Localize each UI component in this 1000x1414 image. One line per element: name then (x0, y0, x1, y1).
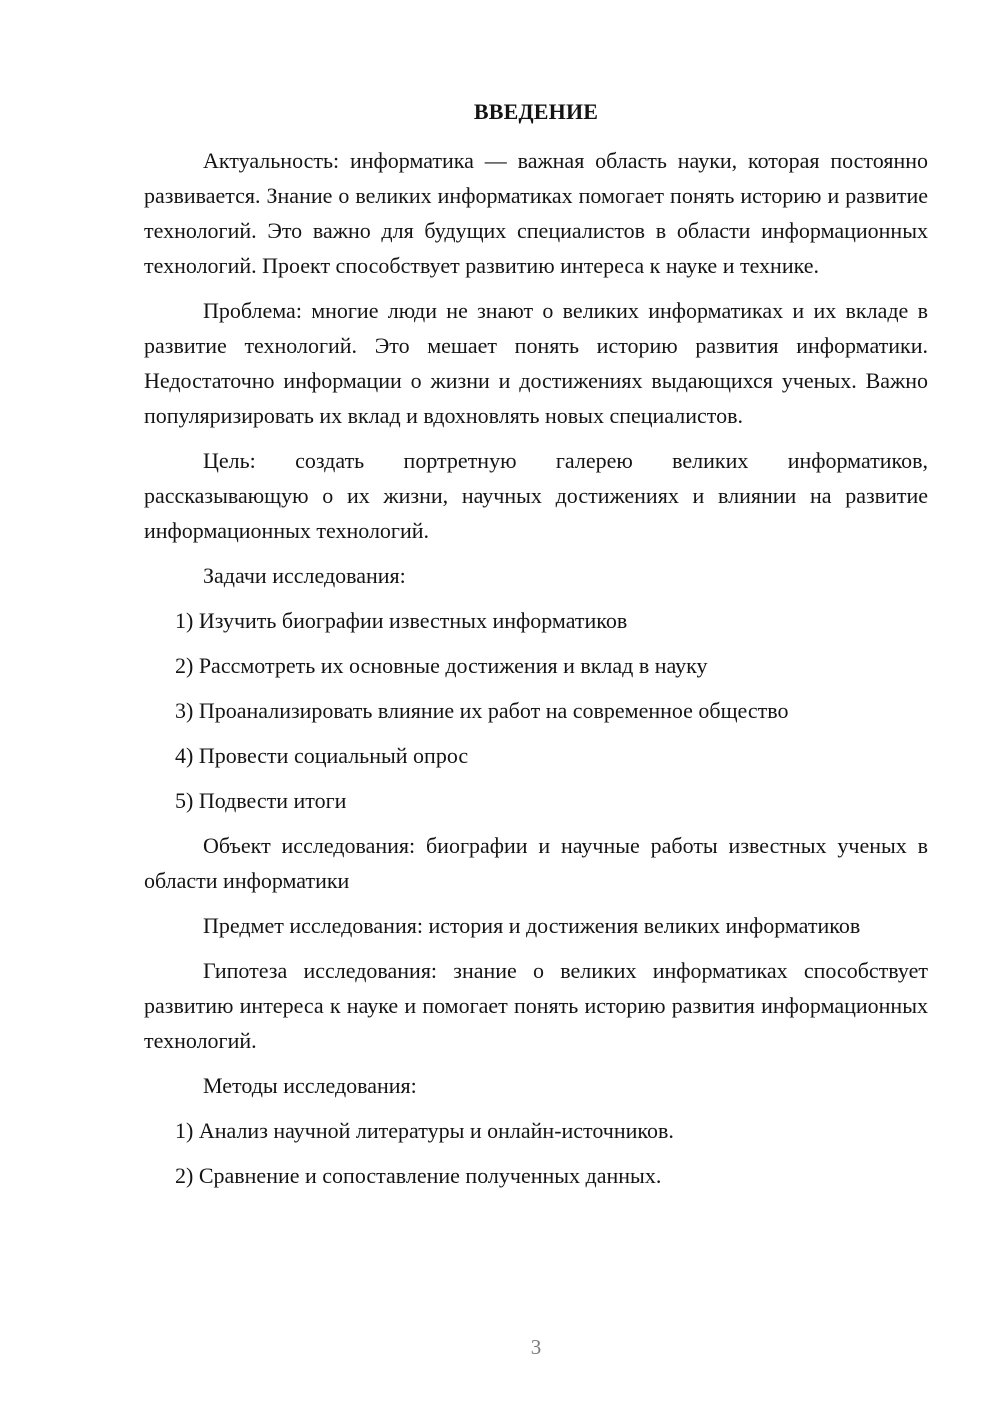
task-item: 5) Подвести итоги (175, 788, 347, 813)
subject-paragraph: Предмет исследования: история и достижения великих информатиков (203, 913, 861, 938)
page-number: 3 (530, 1335, 542, 1359)
goal-paragraph: Цель: создать портретную галерею великих информатиков, рассказывающую о их жизни, научных достижениях и влиянии на развитие информационных технологий. (144, 448, 928, 543)
method-item: 2) Сравнение и сопоставление полученных данных. (175, 1163, 662, 1188)
hypothesis-paragraph: Гипотеза исследования: знание о великих информатиках способствует развитию интереса к науке и помогает понять историю развития информационных технологий. (144, 958, 928, 1053)
task-item: 2) Рассмотреть их основные достижения и вклад в науку (175, 653, 708, 678)
method-item: 1) Анализ научной литературы и онлайн-источников. (175, 1118, 674, 1143)
task-item: 1) Изучить биографии известных информатиков (175, 608, 628, 633)
relevance-paragraph: Актуальность: информатика — важная область науки, которая постоянно развивается. Знание о великих информатиках помогает понять историю и развитие технологий. Это важно для будущих специалистов в области информационных технологий. Проект способствует развитию интереса к науке и технике. (144, 148, 928, 278)
object-paragraph: Объект исследования: биографии и научные работы известных ученых в области информатики (144, 833, 928, 893)
task-item: 3) Проанализировать влияние их работ на современное общество (175, 698, 789, 723)
methods-title: Методы исследования: (203, 1073, 417, 1098)
section-body (144, 143, 928, 1203)
section-heading: ВВЕДЕНИЕ (473, 99, 599, 124)
tasks-title: Задачи исследования: (203, 563, 406, 588)
task-item: 4) Провести социальный опрос (175, 743, 469, 768)
problem-paragraph: Проблема: многие люди не знают о великих информатиках и их вкладе в развитие технологий. Это мешает понять историю развития информатики. Недостаточно информации о жизни и достижениях выдающихся ученых. Важно популяризировать их вклад и вдохновлять новых специалистов. (144, 298, 928, 428)
